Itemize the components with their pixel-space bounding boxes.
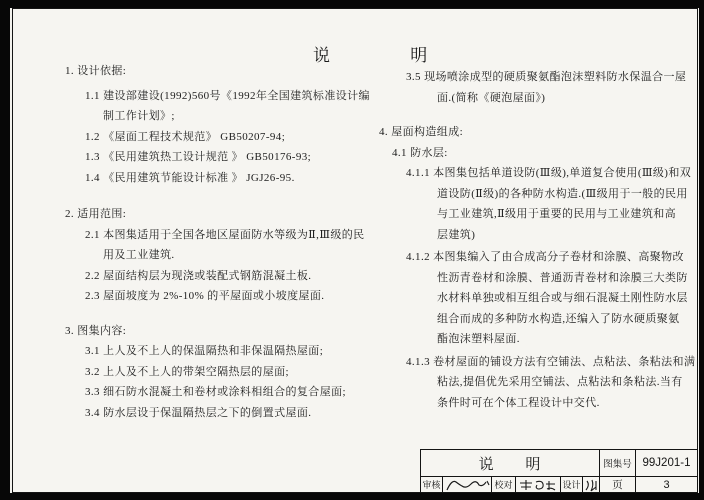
text-line: 层建筑) bbox=[437, 228, 476, 241]
text-line: 3.2 上人及不上人的带架空隔热层的屋面; bbox=[85, 365, 289, 378]
text-line: 粘法,提倡优先采用空铺法、点粘法和条粘法.当有 bbox=[437, 376, 683, 388]
text-line: 1.3 《民用建筑热工设计规范 》 GB50176-93; bbox=[85, 151, 312, 163]
text-line: 与工业建筑,Ⅱ级用于重要的民用与工业建筑和高 bbox=[437, 208, 677, 220]
text-line: 3.3 细石防水混凝土和卷材或涂料相组合的复合屋面; bbox=[85, 386, 346, 398]
text-line: 3.5 现场喷涂成型的硬质聚氨酯泡沫塑料防水保温合一屋 bbox=[406, 71, 687, 83]
atlas-number-label: 图集号 bbox=[600, 450, 636, 476]
text-line: 2.2 屋面结构层为现浇或装配式钢筋混凝土板. bbox=[85, 269, 312, 282]
text-line: 2. 适用范围: bbox=[65, 208, 127, 220]
title-block-row-approvals bbox=[421, 477, 697, 492]
handwritten-signature-icon bbox=[584, 478, 599, 492]
scan-edge-bottom bbox=[0, 493, 704, 500]
text-line: 条件时可在个体工程设计中交代. bbox=[437, 396, 600, 409]
scan-edge-top bbox=[0, 0, 704, 8]
right-column bbox=[379, 67, 695, 413]
text-line: 3. 图集内容: bbox=[65, 324, 127, 337]
page-title: 说 明 bbox=[313, 46, 430, 65]
text-line: 性沥青卷材和涂膜、普通沥青卷材和涂膜三大类防 bbox=[437, 271, 688, 284]
title-block-row-title bbox=[421, 450, 697, 477]
text-line: 2.3 屋面坡度为 2%-10% 的平屋面或小坡度屋面. bbox=[85, 290, 325, 302]
designer-label: 设计 bbox=[561, 477, 583, 492]
handwritten-signature-icon bbox=[517, 478, 559, 492]
text-line: 水材料单独或相互组合或与细石混凝土刚性防水层 bbox=[437, 292, 688, 304]
reviewer-label: 审核 bbox=[421, 477, 443, 492]
page-frame bbox=[12, 8, 698, 493]
text-line: 4.1.3 卷材屋面的铺设方法有空铺法、点粘法、条粘法和满 bbox=[406, 355, 696, 368]
atlas-number-value: 99J201-1 bbox=[642, 457, 691, 469]
drawing-title: 说 明 bbox=[421, 450, 600, 476]
title-block bbox=[420, 449, 697, 492]
text-line: 3.1 上人及不上人的保温隔热和非保温隔热屋面; bbox=[85, 345, 324, 357]
page-number-value: 3 bbox=[663, 478, 670, 491]
left-column bbox=[65, 61, 370, 423]
scan-edge-left bbox=[0, 0, 10, 500]
scan-edge-right bbox=[699, 0, 704, 500]
text-line: 制工作计划》; bbox=[103, 110, 175, 122]
text-line: 3.4 防水层设于保温隔热层之下的倒置式屋面. bbox=[85, 406, 312, 419]
text-line: 用及工业建筑. bbox=[103, 249, 175, 261]
reviewer-signature bbox=[443, 477, 492, 492]
text-line: 4.1.1 本图集包括单道设防(Ⅲ级),单道复合使用(Ⅲ级)和双 bbox=[406, 167, 692, 179]
text-line: 组合而成的多种防水构造,还编入了防水硬质聚氨 bbox=[437, 312, 680, 325]
text-line: 2.1 本图集适用于全国各地区屋面防水等级为Ⅱ,Ⅲ级的民 bbox=[85, 228, 365, 241]
handwritten-signature-icon bbox=[444, 478, 490, 492]
text-line: 4.1 防水层: bbox=[392, 146, 448, 159]
text-line: 酯泡沫塑料屋面. bbox=[437, 333, 520, 345]
proofreader-label: 校对 bbox=[492, 477, 516, 492]
text-line: 4. 屋面构造组成: bbox=[379, 126, 464, 138]
page-number-label: 页 bbox=[600, 477, 636, 492]
designer-signature bbox=[583, 477, 600, 492]
text-line: 1.4 《民用建筑节能设计标准 》 JGJ26-95. bbox=[85, 171, 295, 184]
text-line: 道设防(Ⅱ级)的各种防水构造.(Ⅲ级用于一般的民用 bbox=[437, 187, 688, 200]
proofreader-signature bbox=[516, 477, 561, 492]
text-line: 1.1 建设部建设(1992)560号《1992年全国建筑标准设计编 bbox=[85, 89, 370, 102]
text-line: 面.(简称《硬泡屋面》) bbox=[437, 91, 546, 104]
text-line: 1. 设计依据: bbox=[65, 65, 127, 77]
text-line: 4.1.2 本图集编入了由合成高分子卷材和涂膜、高聚物改 bbox=[406, 251, 684, 263]
text-line: 1.2 《屋面工程技术规范》 GB50207-94; bbox=[85, 130, 286, 143]
